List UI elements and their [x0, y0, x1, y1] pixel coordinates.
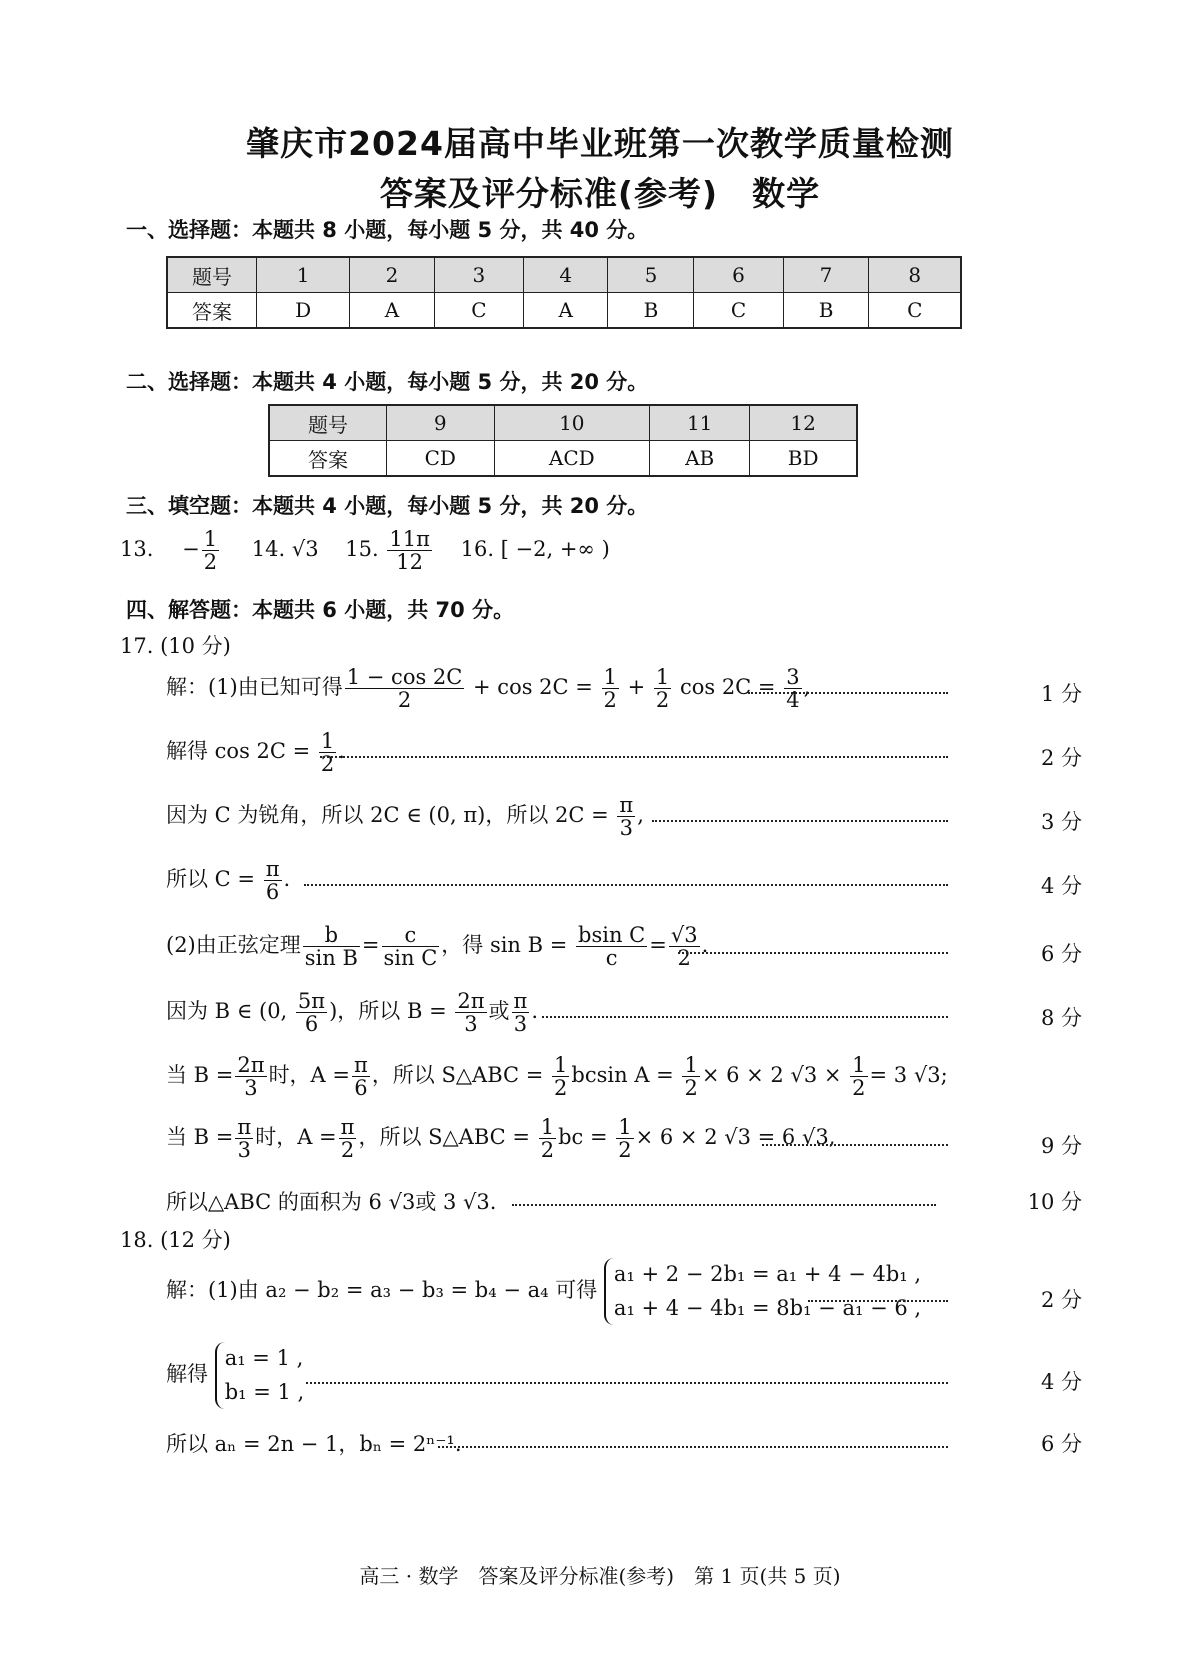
- section4-heading: 四、解答题：本题共 6 小题，共 70 分。: [126, 598, 515, 622]
- q13-number: 13.: [120, 537, 154, 562]
- table-cell-question: 2: [350, 257, 435, 293]
- score-label: 1 分: [1040, 682, 1082, 706]
- q17-line8: 当 B = $\frac{\pi}{3}$ 时，A = $\frac{\pi}{2}$ ，所以 S△ABC = $\frac{1}{2}$ bc = $\frac{1}{2}$ × 6 × 2 √3 = 6 √3,: [166, 1115, 836, 1163]
- document-subtitle: 答案及评分标准(参考) 数学: [379, 174, 821, 213]
- score-label: 2 分: [1040, 1288, 1082, 1312]
- leader-dots: [678, 952, 948, 954]
- leader-dots: [748, 692, 948, 694]
- leader-dots: [320, 756, 948, 758]
- equation-system: a₁ + 2 − 2b₁ = a₁ + 4 − 4b₁ , a₁ + 4 − 4b₁ = 8b₁ − a₁ − 6 ,: [604, 1258, 921, 1325]
- table-cell-question: 3: [434, 257, 523, 293]
- table-cell-answer: C: [694, 293, 783, 329]
- table-cell-question: 9: [387, 405, 495, 441]
- score-label: 6 分: [1040, 942, 1082, 966]
- table-row-label: 答案: [167, 293, 257, 329]
- table-cell-question: 1: [257, 257, 350, 293]
- table-cell-answer: C: [869, 293, 961, 329]
- table-cell-question: 10: [494, 405, 650, 441]
- leader-dots: [438, 1446, 948, 1448]
- table-cell-question: 11: [650, 405, 750, 441]
- section3-heading: 三、填空题：本题共 4 小题，每小题 5 分，共 20 分。: [126, 494, 649, 518]
- q17-heading: 17. (10 分): [120, 634, 231, 658]
- score-label: 10 分: [1027, 1190, 1082, 1214]
- table-cell-answer: B: [783, 293, 869, 329]
- q16-answer: 16. [ −2, +∞ ): [460, 537, 610, 562]
- q17-line4: 所以 C = $\frac{\pi}{6}$ .: [166, 857, 291, 905]
- q14-answer: 14. √3: [251, 537, 319, 562]
- leader-dots: [304, 884, 948, 886]
- score-label: 9 分: [1040, 1134, 1082, 1158]
- equation-system: a₁ = 1 , b₁ = 1 ,: [215, 1342, 305, 1409]
- table-cell-question: 4: [523, 257, 608, 293]
- q17-line6: 因为 B ∈ (0, $\frac{5\pi}{6}$ )，所以 B = $\frac{2\pi}{3}$ 或 $\frac{\pi}{3}$ .: [166, 989, 539, 1037]
- q17-line9: 所以△ABC 的面积为 6 √3或 3 √3.: [166, 1190, 497, 1214]
- table-cell-answer: C: [434, 293, 523, 329]
- score-label: 3 分: [1040, 810, 1082, 834]
- table-cell-answer: A: [350, 293, 435, 329]
- table-cell-answer: D: [257, 293, 350, 329]
- table-cell-answer: CD: [387, 441, 495, 477]
- table-row-label: 题号: [269, 405, 387, 441]
- section1-heading: 一、选择题：本题共 8 小题，每小题 5 分，共 40 分。: [126, 218, 649, 242]
- score-label: 6 分: [1040, 1432, 1082, 1456]
- score-label: 2 分: [1040, 746, 1082, 770]
- section2-answer-table: [268, 404, 858, 477]
- score-label: 4 分: [1040, 1370, 1082, 1394]
- leader-dots: [512, 1204, 936, 1206]
- q13-fraction: $\frac{1}{2}$: [203, 527, 218, 575]
- q18-line3: 所以 aₙ = 2n − 1，bₙ = 2ⁿ⁻¹.: [166, 1432, 462, 1456]
- table-cell-answer: B: [608, 293, 694, 329]
- leader-dots: [306, 1382, 948, 1384]
- table-cell-answer: AB: [650, 441, 750, 477]
- fill-in-answers: [120, 528, 610, 573]
- score-label: 8 分: [1040, 1006, 1082, 1030]
- table-cell-answer: BD: [750, 441, 857, 477]
- leader-dots: [542, 1016, 948, 1018]
- leader-dots: [762, 1144, 948, 1146]
- q13-sign: −: [182, 537, 200, 562]
- table-row-label: 答案: [269, 441, 387, 477]
- q18-line1: 解：(1)由 a₂ − b₂ = a₃ − b₃ = b₄ − a₄ 可得 a₁ + 2 − 2b₁ = a₁ + 4 − 4b₁ , a₁ + 4 − 4b₁ = 8b₁ − a₁ − 6 ,: [166, 1258, 921, 1325]
- q17-line1: 解：(1)由已知可得 $\frac{1 - \cos 2C}{2}$ + cos 2C = $\frac{1}{2}$ + $\frac{1}{2}$ cos 2C = $\frac{3}{4}$ ,: [166, 665, 811, 713]
- score-label: 4 分: [1040, 874, 1082, 898]
- leader-dots: [652, 820, 948, 822]
- section2-heading: 二、选择题：本题共 4 小题，每小题 5 分，共 20 分。: [126, 370, 649, 394]
- table-cell-question: 7: [783, 257, 869, 293]
- table-cell-question: 5: [608, 257, 694, 293]
- page-footer: 高三 · 数学 答案及评分标准(参考) 第 1 页(共 5 页): [359, 1564, 841, 1588]
- table-cell-answer: A: [523, 293, 608, 329]
- section1-answer-table: [166, 256, 962, 329]
- q18-line2: 解得 a₁ = 1 , b₁ = 1 ,: [166, 1342, 304, 1409]
- table-cell-answer: ACD: [494, 441, 650, 477]
- q15-number: 15.: [345, 537, 379, 562]
- q18-heading: 18. (12 分): [120, 1228, 231, 1252]
- table-row-label: 题号: [167, 257, 257, 293]
- q17-line2: 解得 cos 2C = $\frac{1}{2}$ .: [166, 729, 345, 777]
- table-cell-question: 8: [869, 257, 961, 293]
- q15-fraction: $\frac{11\pi}{12}$: [389, 527, 430, 575]
- table-cell-question: 6: [694, 257, 783, 293]
- document-title: 肇庆市2024届高中毕业班第一次教学质量检测: [246, 124, 954, 163]
- table-cell-question: 12: [750, 405, 857, 441]
- q17-line5: (2)由正弦定理 $\frac{b}{\text{sin B}}$ = $\frac{c}{\text{sin C}}$ ，得 sin B = $\frac{\text{bsin C}}{c}$ = $\frac{√3}{2}$ .: [166, 923, 709, 971]
- q17-line3: 因为 C 为锐角，所以 2C ∈ (0, π)，所以 2C = $\frac{\pi}{3}$ ,: [166, 793, 644, 841]
- q17-line7: 当 B = $\frac{2\pi}{3}$ 时，A = $\frac{\pi}{6}$ ，所以 S△ABC = $\frac{1}{2}$ bcsin A = $\frac{1}{2}$ × 6 × 2 √3 × $\frac{1}{2}$ = 3 √3;: [166, 1053, 948, 1101]
- leader-dots: [808, 1300, 948, 1302]
